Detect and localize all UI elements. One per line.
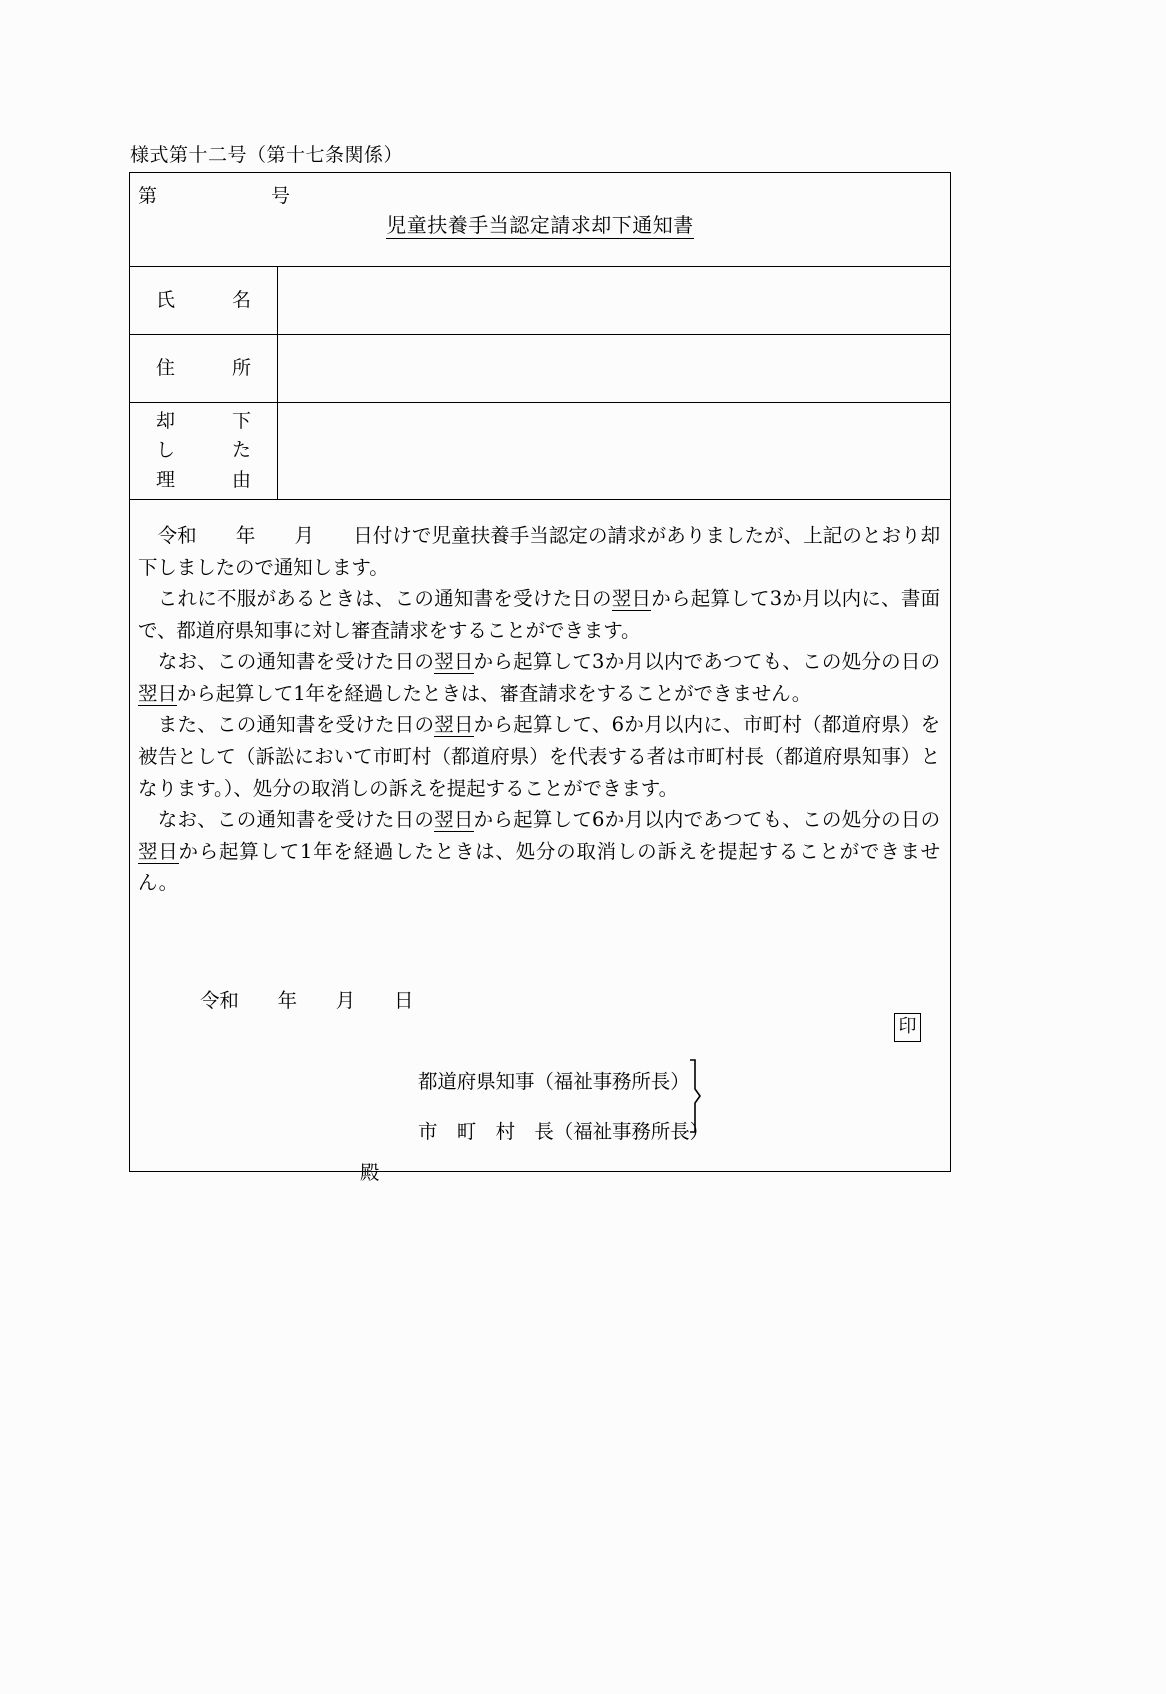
curly-brace-icon (689, 1059, 705, 1133)
paragraph-5-text-c: から起算して1年を経過したときは、処分の取消しの訴えを提起することができません。 (138, 839, 940, 895)
field-value-reason[interactable] (278, 403, 950, 499)
field-label-name (130, 267, 278, 334)
field-label-address (130, 335, 278, 402)
signer-list (418, 1057, 709, 1157)
body-paragraph-3 (138, 646, 940, 709)
field-label-line: 理 由 (155, 468, 251, 491)
signer-municipal-mayor: 市 町 村 長（福祉事務所長） (418, 1120, 710, 1144)
paragraph-5-text-a: なお、この通知書を受けた日の (138, 808, 435, 832)
form-code-label: 様式第十二号（第十七条関係） (130, 144, 404, 166)
field-row-name (130, 267, 950, 335)
field-value-name[interactable] (278, 267, 950, 334)
paragraph-2-text-b: から起算して3か月以内に、書面で、都道府県知事に対し審査請求をすることができます。 (138, 587, 940, 642)
field-label-line: し た (155, 439, 251, 462)
field-label-line: 住 所 (155, 356, 251, 379)
document-title (130, 209, 950, 238)
form-header-row (130, 173, 950, 267)
field-row-reason (130, 403, 950, 500)
paragraph-4-text-b: から起算して、6か月以内に、市町村（都道府県）を被告として（訴訟において市町村（都道府県）を代表する者は市町村長（都道府県知事）となります。）、処分の取消しの訴えを提起することができます。 (138, 713, 940, 800)
seal-stamp-label: 印 (898, 1016, 917, 1038)
paragraph-3-text-a: なお、この通知書を受けた日の (138, 650, 435, 674)
paragraph-3-underline-2: 翌日 (138, 681, 177, 705)
paragraph-4-underline: 翌日 (434, 713, 474, 737)
body-paragraph-5 (138, 804, 940, 899)
signature-block (138, 985, 940, 1225)
document-number-field: 第 号 (138, 185, 291, 207)
paragraph-5-text-b: から起算して6か月以内であつても、この処分の日の (473, 808, 940, 832)
field-label-line: 却 下 (155, 409, 251, 432)
field-row-address (130, 335, 950, 403)
notification-body (130, 500, 950, 1225)
document-title-text: 児童扶養手当認定請求却下通知書 (386, 213, 694, 237)
paragraph-5-underline-2: 翌日 (138, 839, 179, 863)
paragraph-3-text-c: から起算して1年を経過したときは、審査請求をすることができません。 (176, 681, 812, 705)
field-label-reason (130, 403, 278, 499)
paragraph-3-text-b: から起算して3か月以内であつても、この処分の日の (473, 650, 940, 674)
paragraph-2-underline: 翌日 (611, 587, 652, 611)
signer-prefecture-governor: 都道府県知事（福祉事務所長） (418, 1070, 690, 1094)
body-paragraph-2 (138, 583, 940, 646)
paragraph-2-text-a: これに不服があるときは、この通知書を受けた日の (138, 587, 612, 611)
paragraph-1-text: 令和 年 月 日付けで児童扶養手当認定の請求がありましたが、上記のとおり却下しましたので通知します。 (138, 524, 940, 579)
seal-stamp-box (894, 1013, 921, 1042)
paragraph-3-underline-1: 翌日 (434, 650, 474, 674)
signature-date-line: 令和 年 月 日 (200, 988, 414, 1012)
field-value-address[interactable] (278, 335, 950, 402)
addressee-honorific: 殿 (360, 1160, 380, 1184)
notification-form-box (129, 172, 951, 1184)
paragraph-4-text-a: また、この通知書を受けた日の (138, 713, 435, 737)
field-label-line: 氏 名 (155, 288, 251, 311)
body-paragraph-4 (138, 709, 940, 804)
body-paragraph-1 (138, 520, 940, 583)
paragraph-5-underline-1: 翌日 (434, 808, 474, 832)
